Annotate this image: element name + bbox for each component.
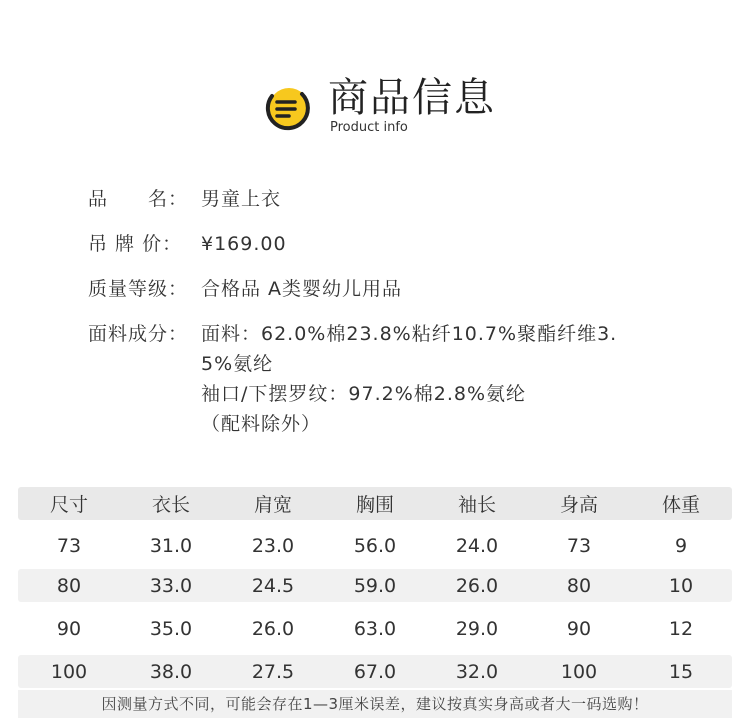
material-line: 面料：62.0%棉23.8%粘纤10.7%聚酯纤维3. (201, 323, 618, 345)
info-value: ¥169.00 (201, 233, 287, 255)
table-cell: 33.0 (149, 574, 193, 597)
table-cell: 31.0 (149, 534, 193, 557)
material-line: 5%氨纶 (201, 353, 274, 375)
table-row (18, 569, 732, 602)
menu-list-icon (262, 82, 314, 134)
table-cell: 15 (668, 660, 694, 683)
info-label: 质量等级： (88, 278, 189, 300)
section-subtitle: Product info (330, 120, 408, 135)
table-row (18, 529, 732, 562)
info-row-grade (88, 274, 728, 304)
section-header (0, 70, 750, 140)
table-cell: 100 (560, 660, 598, 683)
table-cell: 23.0 (251, 534, 295, 557)
table-cell: 90 (566, 617, 592, 640)
info-value: 合格品 A类婴幼儿用品 (201, 278, 403, 300)
table-header-cell: 尺寸 (49, 494, 88, 516)
product-info (88, 184, 728, 439)
table-header-row (18, 487, 732, 520)
material-line: （配料除外） (201, 413, 322, 435)
table-row (18, 655, 732, 688)
info-label: 面料成分： (88, 323, 189, 345)
table-header-cell: 胸围 (355, 494, 394, 516)
size-table (18, 487, 732, 688)
info-value (201, 319, 728, 439)
table-cell: 24.0 (455, 534, 499, 557)
table-cell: 80 (566, 574, 592, 597)
table-cell: 12 (668, 617, 694, 640)
table-cell: 100 (50, 660, 88, 683)
table-cell: 80 (56, 574, 82, 597)
table-cell: 24.5 (251, 574, 295, 597)
info-label: 品 名： (88, 188, 189, 210)
table-cell: 56.0 (353, 534, 397, 557)
table-cell: 32.0 (455, 660, 499, 683)
table-header-cell: 肩宽 (253, 494, 292, 516)
section-title: 商品信息 (328, 75, 496, 121)
table-row (18, 612, 732, 645)
info-value: 男童上衣 (201, 188, 282, 210)
table-cell: 73 (566, 534, 592, 557)
table-cell: 63.0 (353, 617, 397, 640)
table-header-cell: 身高 (559, 494, 598, 516)
table-cell: 90 (56, 617, 82, 640)
info-row-name (88, 184, 728, 214)
table-cell: 9 (674, 534, 688, 557)
table-cell: 26.0 (455, 574, 499, 597)
table-header-cell: 衣长 (151, 494, 190, 516)
table-header-cell: 体重 (661, 494, 700, 516)
measurement-note: 因测量方式不同，可能会存在1—3厘米误差，建议按真实身高或者大一码选购！ (18, 690, 732, 718)
table-cell: 10 (668, 574, 694, 597)
table-cell: 27.5 (251, 660, 295, 683)
table-cell: 35.0 (149, 617, 193, 640)
material-line: 袖口/下摆罗纹：97.2%棉2.8%氨纶 (201, 383, 527, 405)
table-cell: 38.0 (149, 660, 193, 683)
info-label: 吊 牌 价： (88, 233, 183, 255)
info-row-price (88, 229, 728, 259)
info-row-material (88, 319, 728, 439)
table-cell: 29.0 (455, 617, 499, 640)
table-header-cell: 袖长 (457, 494, 496, 516)
table-cell: 59.0 (353, 574, 397, 597)
table-cell: 26.0 (251, 617, 295, 640)
table-cell: 67.0 (353, 660, 397, 683)
table-cell: 73 (56, 534, 82, 557)
